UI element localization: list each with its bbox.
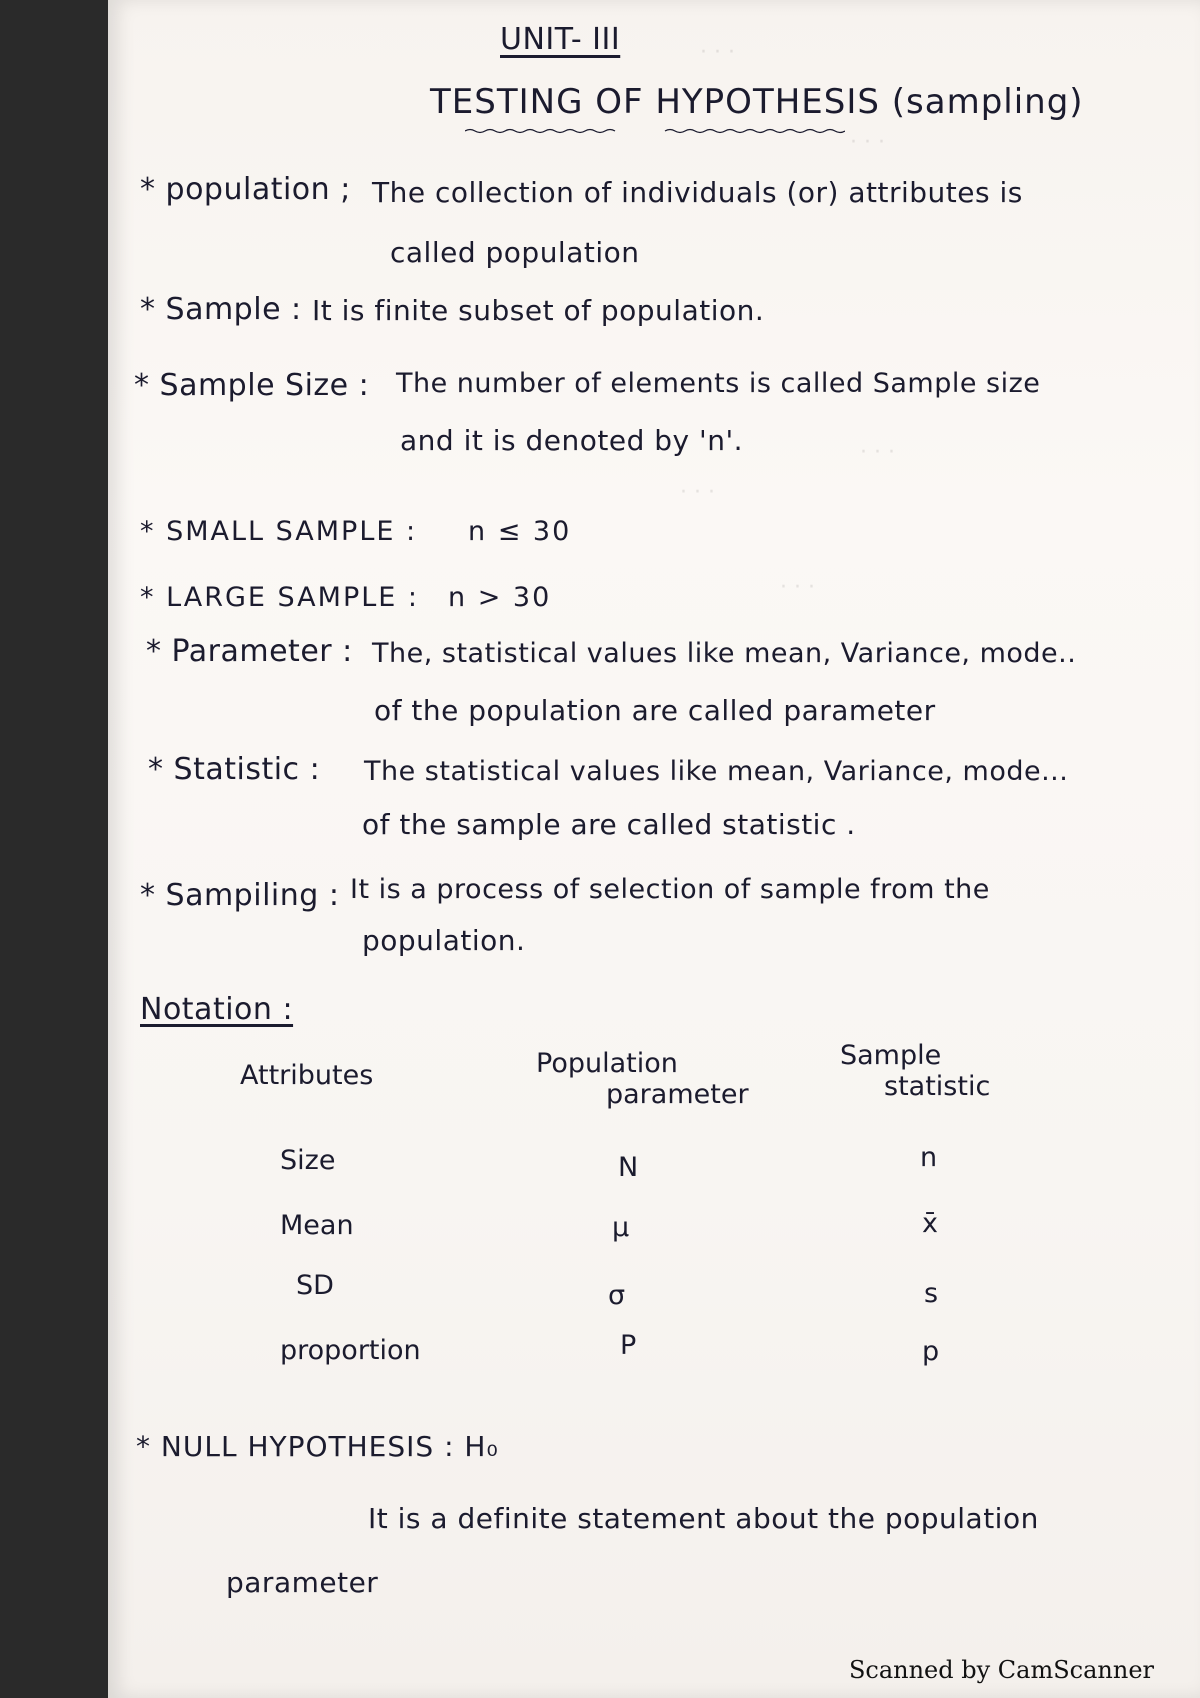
table-row-attribute: proportion: [280, 1335, 421, 1366]
table-row-attribute: SD: [296, 1270, 334, 1301]
header-population: [536, 1048, 749, 1110]
bleed-through-mark: · · ·: [860, 440, 895, 465]
definition-term-sampling: * Sampiling :: [140, 878, 340, 913]
definition-term-sample-size: * Sample Size :: [134, 368, 370, 403]
definition-text-population-cont: called population: [390, 236, 640, 269]
definition-text-sample-size: The number of elements is called Sample size: [396, 368, 1041, 399]
table-row-sample: s: [924, 1278, 939, 1309]
header-sample-line1: Sample: [840, 1040, 942, 1071]
title-wavy-underline: [465, 128, 845, 134]
unit-heading: UNIT- III: [500, 22, 621, 57]
definition-text-sample: It is finite subset of population.: [312, 294, 765, 327]
definition-text-population: The collection of individuals (or) attributes is: [372, 176, 1023, 209]
definition-text-sampling-cont: population.: [362, 924, 526, 957]
bleed-through-mark: · · ·: [680, 480, 715, 505]
header-sample-line2: statistic: [884, 1071, 991, 1102]
table-row-population: N: [618, 1152, 639, 1183]
definition-text-parameter-cont: of the population are called parameter: [374, 694, 936, 727]
bleed-through-mark: · · ·: [700, 40, 735, 65]
table-row-attribute: Size: [280, 1145, 336, 1176]
header-sample: [840, 1040, 990, 1102]
page-title: TESTING OF HYPOTHESIS (sampling): [430, 82, 1084, 122]
definition-text-small-sample: n ≤ 30: [468, 516, 572, 547]
table-row-sample: n: [920, 1142, 938, 1173]
table-row-sample: x̄: [922, 1208, 938, 1239]
null-hypothesis-text-cont: parameter: [226, 1566, 379, 1599]
definition-term-sample: * Sample :: [140, 292, 302, 327]
definition-term-small-sample: * SMALL SAMPLE :: [140, 516, 418, 547]
definition-text-statistic: The statistical values like mean, Variance, mode...: [364, 756, 1069, 787]
definition-text-large-sample: n > 30: [448, 582, 552, 613]
table-row-attribute: Mean: [280, 1210, 354, 1241]
definition-text-sample-size-cont: and it is denoted by 'n'.: [400, 424, 744, 457]
scanner-watermark: Scanned by CamScanner: [848, 1656, 1154, 1684]
table-row-population: P: [620, 1330, 637, 1361]
definition-term-large-sample: * LARGE SAMPLE :: [140, 582, 420, 613]
table-row-sample: p: [922, 1336, 940, 1367]
definition-text-sampling: It is a process of selection of sample from the: [350, 874, 990, 905]
header-attributes: Attributes: [240, 1060, 374, 1091]
definition-text-parameter: The, statistical values like mean, Variance, mode..: [372, 638, 1077, 669]
bleed-through-mark: · · ·: [780, 575, 815, 600]
definition-term-statistic: * Statistic :: [148, 752, 321, 787]
null-hypothesis-text: It is a definite statement about the population: [368, 1502, 1039, 1535]
table-row-population: μ: [612, 1212, 630, 1243]
table-row-population: σ: [608, 1280, 626, 1311]
definition-term-population: * population ;: [140, 172, 351, 207]
null-hypothesis-heading: * NULL HYPOTHESIS : H₀: [136, 1430, 499, 1463]
header-population-line2: parameter: [606, 1079, 749, 1110]
definition-text-statistic-cont: of the sample are called statistic .: [362, 808, 856, 841]
header-population-line1: Population: [536, 1048, 678, 1079]
definition-term-parameter: * Parameter :: [146, 634, 353, 669]
notation-heading: Notation :: [140, 992, 294, 1027]
bleed-through-mark: · · ·: [850, 130, 885, 155]
